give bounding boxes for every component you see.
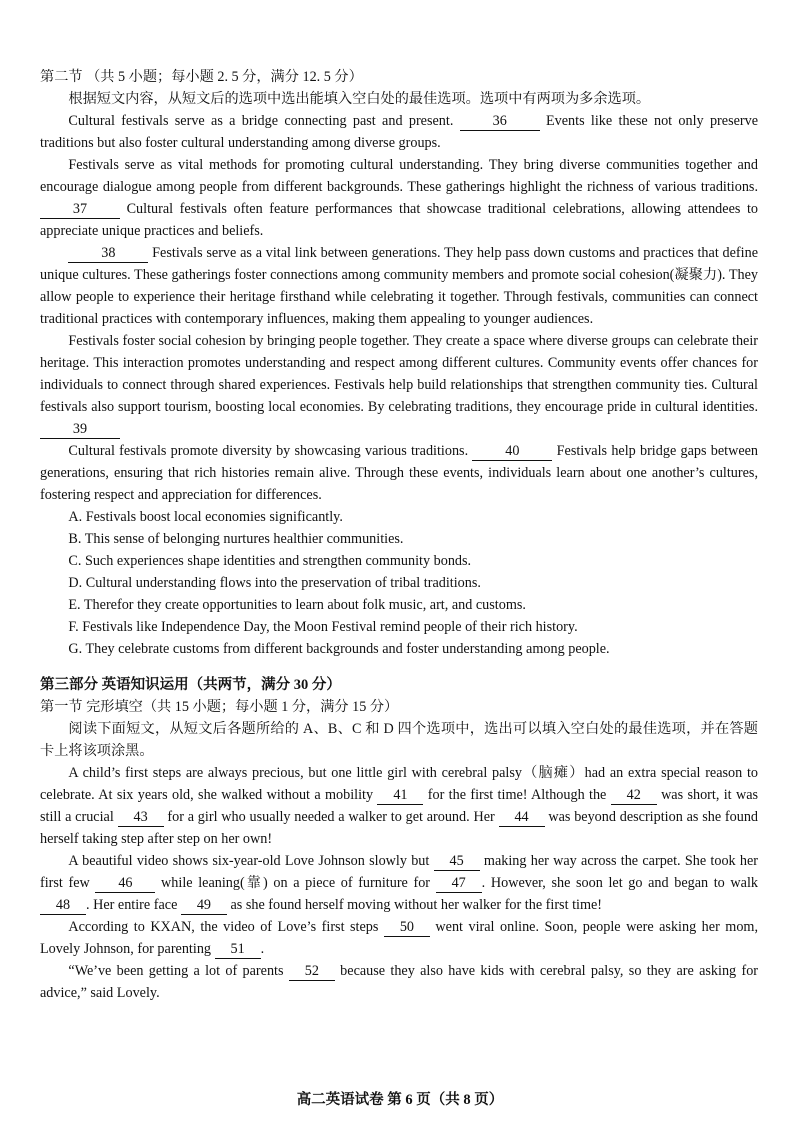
blank-38: 38 [68,244,148,263]
blank-49: 49 [181,896,227,915]
blank-39: 39 [40,420,120,439]
passage-text: Events like these not only preserve traditions but also foster cultural understanding among diverse groups. [40,113,758,151]
blank-46: 46 [95,874,155,893]
blank-44: 44 [499,808,545,827]
section2-instruction: 根据短文内容，从短文后的选项中选出能填入空白处的最佳选项。选项中有两项为多余选项。 [68,91,651,107]
passage-text: Festivals foster social cohesion by bringing people together. They create a space where diverse groups can celebrate their heritage. This interaction promotes understanding and respect among different cultures. Community events offer chances for individuals to connect through shared experiences. Festivals help build relationships that strengthen community ties. Cultural festivals also support tourism, boosting local economies. By celebrating traditions, they encourage pride in cultural identities. [40,333,758,415]
cloze-text: went viral online. Soon, people were asking her mom, Lovely Johnson, for parenting [40,919,759,957]
option-a: A. Festivals boost local economies significantly. [68,509,343,525]
cloze-text: . However, she soon let go and began to walk [481,875,758,891]
blank-37: 37 [40,200,120,219]
cloze-text: A child’s first steps are always precious, but one little girl with cerebral palsy（脑瘫）had an extra special reason to celebrate. At six years old, she walked without a mobility [40,765,758,803]
cloze-text: making her way across the carpet. She took her first few [40,853,759,891]
cloze-text: for the first time! Although the [427,787,607,803]
cloze-text: because they also have kids with cerebral palsy, so they are asking for advice,” said Lovely. [40,963,759,1001]
passage-text: Festivals help bridge gaps between generations, ensuring that rich histories remain alive. Through these events, individuals learn about one another’s cultures, fostering respect and appreciation for differences. [40,443,759,503]
blank-51: 51 [215,940,261,959]
option-b: B. This sense of belonging nurtures healthier communities. [68,531,404,547]
exam-page [40,66,758,1004]
passage-text: Cultural festivals promote diversity by showcasing various traditions. [68,443,469,459]
blank-41: 41 [377,786,423,805]
option-c: C. Such experiences shape identities and strengthen community bonds. [68,553,472,569]
passage-paragraph-2 [40,154,758,242]
part3-section1-title: 第一节 完形填空（共 15 小题；每小题 1 分，满分 15 分） [40,699,399,715]
cloze-text: was short, it was still a crucial [40,787,759,825]
cloze-paragraph-4 [40,960,758,1004]
passage-paragraph-5 [40,440,758,506]
passage-paragraph-1 [40,110,758,154]
option-f: F. Festivals like Independence Day, the Moon Festival remind people of their rich history. [68,619,578,635]
cloze-text: A beautiful video shows six-year-old Love Johnson slowly but [68,853,430,869]
blank-43: 43 [118,808,164,827]
cloze-text: According to KXAN, the video of Love’s first steps [68,919,379,935]
passage-text: Festivals serve as a vital link between generations. They help pass down customs and practices that define unique cultures. These gatherings foster connections among community members and promote social cohesion(凝聚力). They allow people to experience their heritage firsthand while celebrating it together. Through festivals, communities can connect traditional practices with contemporary influences, making them appealing to younger audiences. [40,245,758,327]
cloze-text: . [260,941,265,957]
blank-48: 48 [40,896,86,915]
part3-title: 第三部分 英语知识运用（共两节，满分 30 分） [40,677,341,693]
page-footer: 高二英语试卷 第 6 页（共 8 页） [296,1092,504,1108]
cloze-text: was beyond description as she found herself taking step after step on her own! [40,809,759,847]
passage-text: Festivals serve as vital methods for promoting cultural understanding. They bring diverse communities together and encourage dialogue among people from different backgrounds. These gatherings highlight the richness of various traditions. [40,157,758,195]
blank-40: 40 [472,442,552,461]
cloze-text: as she found herself moving without her walker for the first time! [230,897,603,913]
blank-36: 36 [460,112,540,131]
passage-text: Cultural festivals serve as a bridge connecting past and present. [68,113,454,129]
blank-45: 45 [434,852,480,871]
cloze-paragraph-1 [40,762,758,850]
cloze-text: “We’ve been getting a lot of parents [68,963,284,979]
part3-instruction: 阅读下面短文，从短文后各题所给的 A、B、C 和 D 四个选项中，选出可以填入空白处的最佳选项，并在答题卡上将该项涂黑。 [40,721,758,759]
cloze-text: while leaning(靠) on a piece of furniture for [161,875,431,891]
passage-paragraph-3 [40,242,758,330]
cloze-text: for a girl who usually needed a walker to get around. Her [167,809,495,825]
cloze-paragraph-3 [40,916,758,960]
blank-52: 52 [289,962,335,981]
section2-title: 第二节 （共 5 小题；每小题 2. 5 分，满分 12. 5 分） [40,69,363,85]
option-d: D. Cultural understanding flows into the preservation of tribal traditions. [68,575,481,591]
passage-paragraph-4 [40,330,758,440]
passage-text: Cultural festivals often feature performances that showcase traditional celebrations, allowing attendees to appreciate unique practices and beliefs. [40,201,759,239]
cloze-paragraph-2 [40,850,758,916]
option-g: G. They celebrate customs from different backgrounds and foster understanding among people. [68,641,610,657]
blank-50: 50 [384,918,430,937]
option-e: E. Therefor they create opportunities to learn about folk music, art, and customs. [68,597,526,613]
blank-47: 47 [436,874,482,893]
blank-42: 42 [611,786,657,805]
cloze-text: . Her entire face [86,897,178,913]
